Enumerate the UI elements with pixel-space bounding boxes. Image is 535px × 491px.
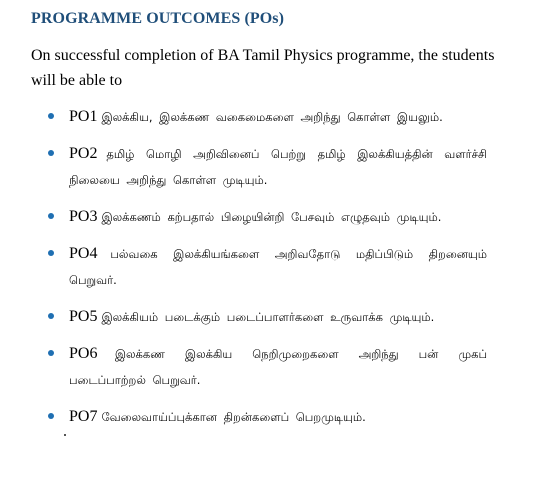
bullet-icon	[48, 350, 54, 356]
section-heading: PROGRAMME OUTCOMES (POs)	[31, 10, 285, 27]
outcome-text: இலக்கணம் கற்பதால் பிழையின்றி பேசவும் எழுதவும் முடியும்.	[101, 210, 442, 224]
outcomes-list	[0, 104, 535, 441]
outcome-code: PO5	[69, 308, 102, 325]
outcome-item-po4	[0, 241, 487, 293]
outcome-text: வேலைவாய்ப்புக்கான திறன்களைப் பெறமுடியும்.	[101, 410, 366, 424]
bullet-icon	[48, 150, 54, 156]
outcome-code: PO6	[69, 345, 115, 362]
outcome-text: இலக்கியம் படைக்கும் படைப்பாளர்களை உருவாக்க முடியும்.	[101, 310, 435, 324]
outcome-item-po7	[0, 404, 487, 430]
outcome-text: பல்வகை இலக்கியங்களை அறிவதோடு மதிப்பிடும் திறனையும் பெறுவர்.	[69, 247, 488, 287]
outcome-item-po2	[0, 141, 487, 193]
outcome-code: PO2	[69, 145, 107, 162]
outcome-code: PO3	[69, 208, 102, 225]
bullet-icon	[48, 113, 54, 119]
outcome-text: இலக்கண இலக்கிய நெறிமுறைகளை அறிந்து பன் முகப் படைப்பாற்றல் பெறுவர்.	[69, 347, 488, 387]
outcome-code: PO1	[69, 108, 102, 125]
outcome-item-po3	[0, 204, 487, 230]
bullet-icon	[48, 413, 54, 419]
outcome-text: இலக்கிய, இலக்கண வகைமைகளை அறிந்து கொள்ள இயலும்.	[101, 110, 443, 124]
outcome-item-po6	[0, 341, 487, 393]
stray-mark	[64, 434, 66, 436]
outcome-item-po5	[0, 304, 487, 330]
outcome-item-po1	[0, 104, 487, 130]
intro-paragraph: On successful completion of BA Tamil Physics programme, the students will be able to	[31, 47, 495, 89]
outcome-code: PO4	[69, 245, 111, 262]
outcome-text: தமிழ் மொழி அறிவினைப் பெற்று தமிழ் இலக்கியத்தின் வளர்ச்சி நிலையை அறிந்து கொள்ள முடியும்.	[69, 147, 487, 187]
outcome-code: PO7	[69, 408, 102, 425]
bullet-icon	[48, 213, 54, 219]
bullet-icon	[48, 250, 54, 256]
bullet-icon	[48, 313, 54, 319]
